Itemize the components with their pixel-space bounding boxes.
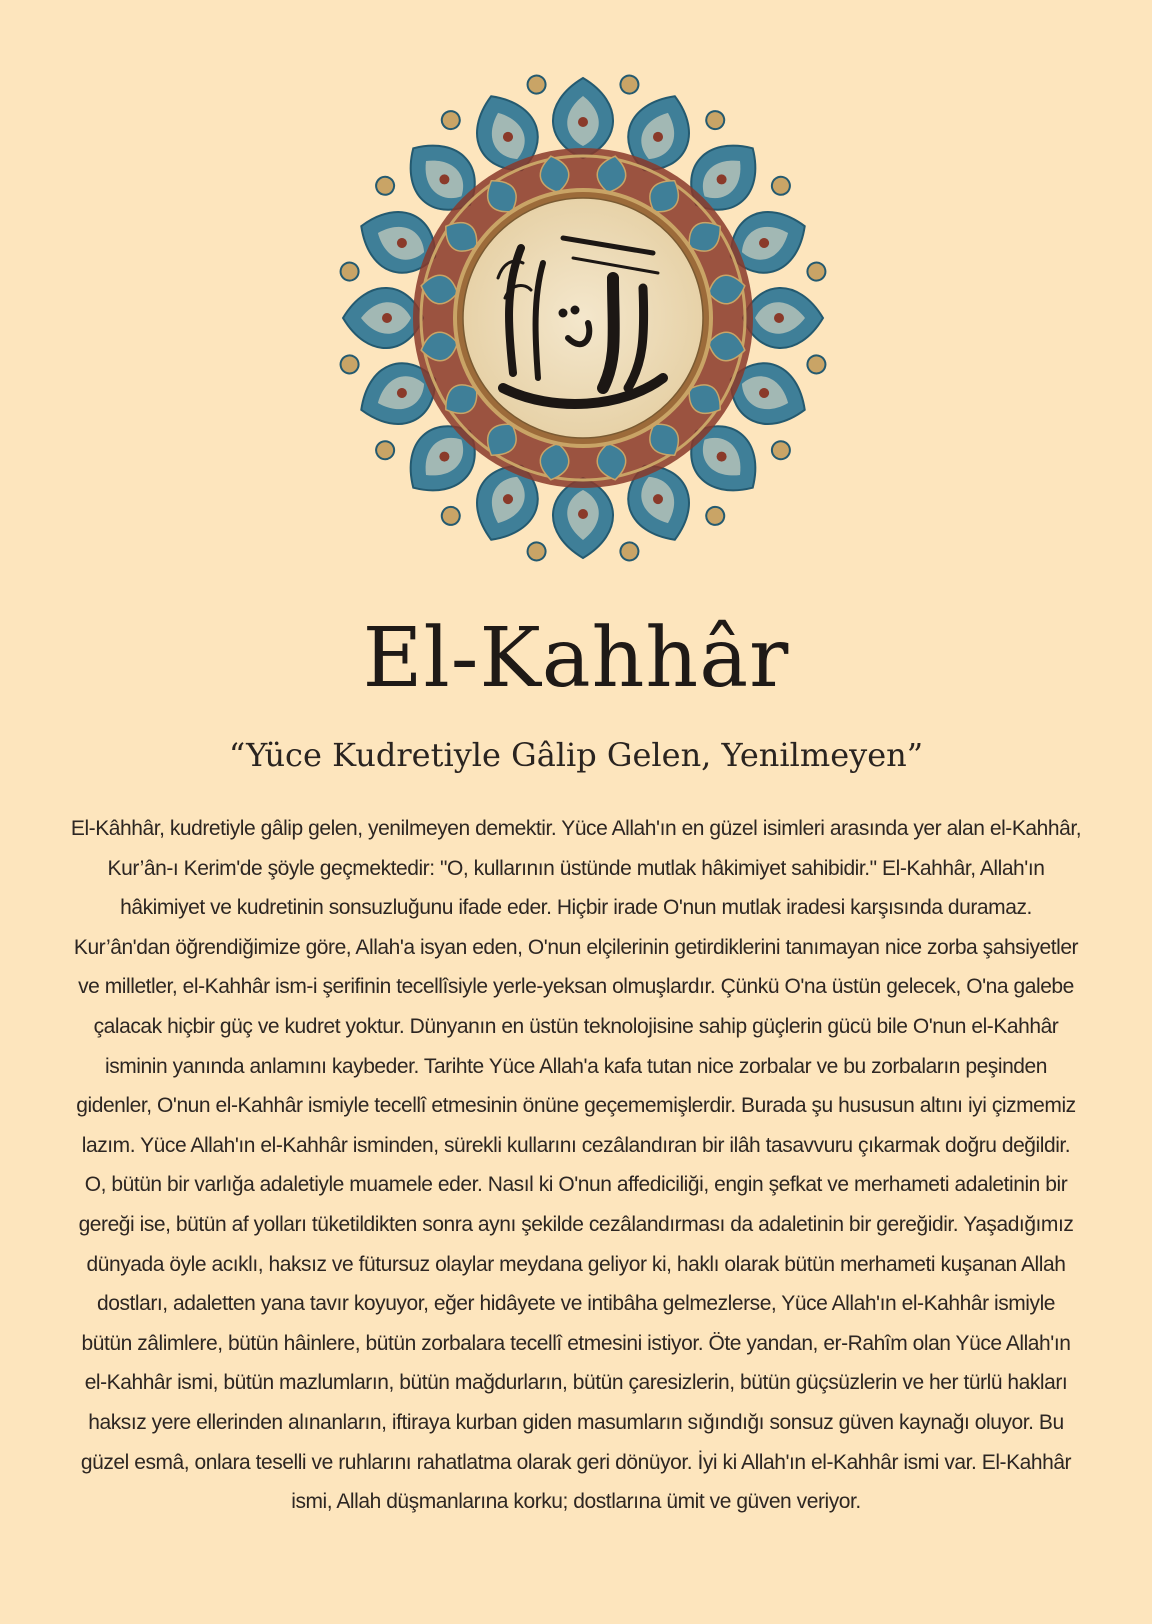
outer-petal — [553, 74, 640, 158]
body-text: El-Kâhhâr, kudretiyle gâlip gelen, yenilmeyen demektir. Yüce Allah'ın en güzel isimleri arasında yer alan el-Kahhâr, Kur’ân-ı Kerim'de şöyle geçmektedir: "O, kullarının üstünde mutlak hâkimiyet sahibidir." El-Kahhâr, Allah'ın hâkimiyet ve kudretinin sonsuzluğunu ifade eder. Hiçbir irade O'nun mutlak iradesi karşısında duramaz. Kur’ân'dan öğrendiğimize göre, Allah'a isyan eden, O'nun elçilerinin getirdiklerini tanımayan nice zorba şahsiyetler ve milletler, el-Kahhâr ism-i şerifinin tecellîsiyle yerle-yeksan olmuşlardır. Çünkü O'na üstün gelecek, O'na galebe çalacak hiçbir güç ve kudret yoktur. Dünyanın en üstün teknolojisine sahip güçlerin gücü bile O'nun el-Kahhâr isminin yanında anlamını kaybeder. Tarihte Yüce Allah'a kafa tutan nice zorbalar ve bu zorbaların peşinden gidenler, O'nun el-Kahhâr ismiyle tecellî etmesinin önüne geçememişlerdir. Burada şu hususun altını iyi çizmemiz lazım. Yüce Allah'ın el-Kahhâr isminden, sürekli kullarını cezâlandıran bir ilâh tasavvuru çıkarmak doğru değildir. O, bütün bir varlığa adaletiyle muamele eder. Nasıl ki O'nun affediciliği, engin şefkat ve merhameti adaletinin bir gereği ise, bütün af yolları tüketildikten sonra aynı şekilde cezâlandırması da adaletinin bir gereğidir. Yaşadığımız dünyada öyle acıklı, haksız ve fütursuz olaylar meydana geliyor ki, haklı olarak bütün merhameti kuşanan Allah dostları, adaletten yana tavır koyuyor, eğer hidâyete ve intibâha gelmezlerse, Yüce Allah'ın el-Kahhâr ismiyle bütün zâlimlere, bütün hâinlere, bütün zorbalara tecellî etmesini istiyor. Öte yandan, er-Rahîm olan Yüce Allah'ın el-Kahhâr ismi, bütün mazlumların, bütün mağdurların, bütün çaresizlerin, bütün güçsüzlerin ve her türlü hakları haksız yere ellerinden alınanların, iftiraya kurban giden masumların sığındığı sonsuz güven kaynağı oluyor. Bu güzel esmâ, onlara teselli ve ruhlarını rahatlatma olarak geri dönüyor. İyi ki Allah'ın el-Kahhâr ismi var. El-Kahhâr ismi, Allah düşmanlarına korku; dostlarına ümit ve güven veriyor. — [70, 817, 1082, 1514]
calligraphy-medallion — [326, 52, 840, 584]
outer-petal — [339, 261, 423, 348]
page-subtitle: “Yüce Kudretiyle Gâlip Gelen, Yenilmeyen” — [228, 736, 924, 774]
outer-petal — [526, 478, 613, 562]
page-title: El-Kahhâr — [362, 611, 790, 706]
medallion-illumination — [326, 52, 840, 584]
outer-petal — [743, 288, 827, 375]
